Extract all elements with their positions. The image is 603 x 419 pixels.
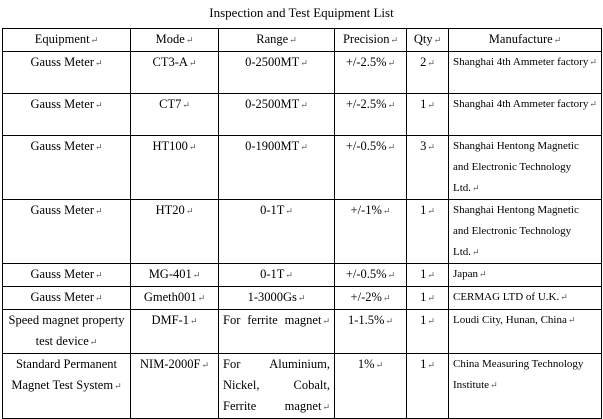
table-row [3,287,602,310]
qty-cell: 1↵ [407,264,449,287]
manufacture-cell: CERMAG LTD of U.K.↵ [449,287,602,310]
qty-cell: 1↵ [407,310,449,354]
mode-cell: HT20↵ [131,200,219,264]
mode-cell: CT3-A↵ [131,52,219,94]
header-equipment: Equipment↵ [3,29,131,52]
equipment-cell: Gauss Meter↵ [3,136,131,200]
equipment-cell: Gauss Meter↵ [3,52,131,94]
mode-cell: CT7↵ [131,94,219,136]
mode-cell: HT100↵ [131,136,219,200]
mode-cell: NIM-2000F↵ [131,354,219,419]
manufacture-cell: Loudi City, Hunan, China↵ [449,310,602,354]
precision-cell: +/-1%↵ [335,200,407,264]
table-row [3,136,602,200]
table-row [3,354,602,419]
table-row [3,200,602,264]
qty-cell: 1↵ [407,287,449,310]
manufacture-cell: Shanghai 4th Ammeter factory↵ [449,94,602,136]
table-header-row [3,29,602,52]
precision-cell: +/-0.5%↵ [335,136,407,200]
mode-cell: MG-401↵ [131,264,219,287]
precision-cell: 1%↵ [335,354,407,419]
table-row [3,264,602,287]
manufacture-cell: Shanghai Hentong Magnetic and Electronic Technology Ltd.↵ [449,200,602,264]
header-manufacture: Manufacture↵ [449,29,602,52]
qty-cell: 3↵ [407,136,449,200]
precision-cell: +/-2.5%↵ [335,52,407,94]
equipment-cell: Standard Permanent Magnet Test System↵ [3,354,131,419]
qty-cell: 2↵ [407,52,449,94]
range-cell: 0-1900MT↵ [219,136,335,200]
header-precision: Precision↵ [335,29,407,52]
range-cell: 0-1T↵ [219,200,335,264]
equipment-cell: Gauss Meter↵ [3,94,131,136]
manufacture-cell: Shanghai 4th Ammeter factory↵ [449,52,602,94]
range-cell: 0-2500MT↵ [219,52,335,94]
mode-cell: Gmeth001↵ [131,287,219,310]
header-range: Range↵ [219,29,335,52]
precision-cell: +/-0.5%↵ [335,264,407,287]
precision-cell: +/-2.5%↵ [335,94,407,136]
manufacture-cell: Japan↵ [449,264,602,287]
table-row [3,52,602,94]
range-cell: 0-1T↵ [219,264,335,287]
range-cell: For Aluminium, Nickel, Cobalt, Ferrite magnet↵ [219,354,335,419]
equipment-cell: Gauss Meter↵ [3,287,131,310]
mode-cell: DMF-1↵ [131,310,219,354]
header-mode: Mode↵ [131,29,219,52]
range-cell: 1-3000Gs↵ [219,287,335,310]
document-title: Inspection and Test Equipment List [209,5,394,20]
equipment-cell: Gauss Meter↵ [3,264,131,287]
table-row [3,94,602,136]
equipment-cell: Gauss Meter↵ [3,200,131,264]
table-row [3,310,602,354]
manufacture-cell: Shanghai Hentong Magnetic and Electronic Technology Ltd.↵ [449,136,602,200]
qty-cell: 1↵ [407,200,449,264]
equipment-table [2,28,602,419]
precision-cell: 1-1.5%↵ [335,310,407,354]
range-cell: For ferrite magnet↵ [219,310,335,354]
manufacture-cell: China Measuring Technology Institute↵ [449,354,602,419]
precision-cell: +/-2%↵ [335,287,407,310]
equipment-cell: Speed magnet property test device↵ [3,310,131,354]
qty-cell: 1↵ [407,354,449,419]
range-cell: 0-2500MT↵ [219,94,335,136]
qty-cell: 1↵ [407,94,449,136]
header-qty: Qty↵ [407,29,449,52]
